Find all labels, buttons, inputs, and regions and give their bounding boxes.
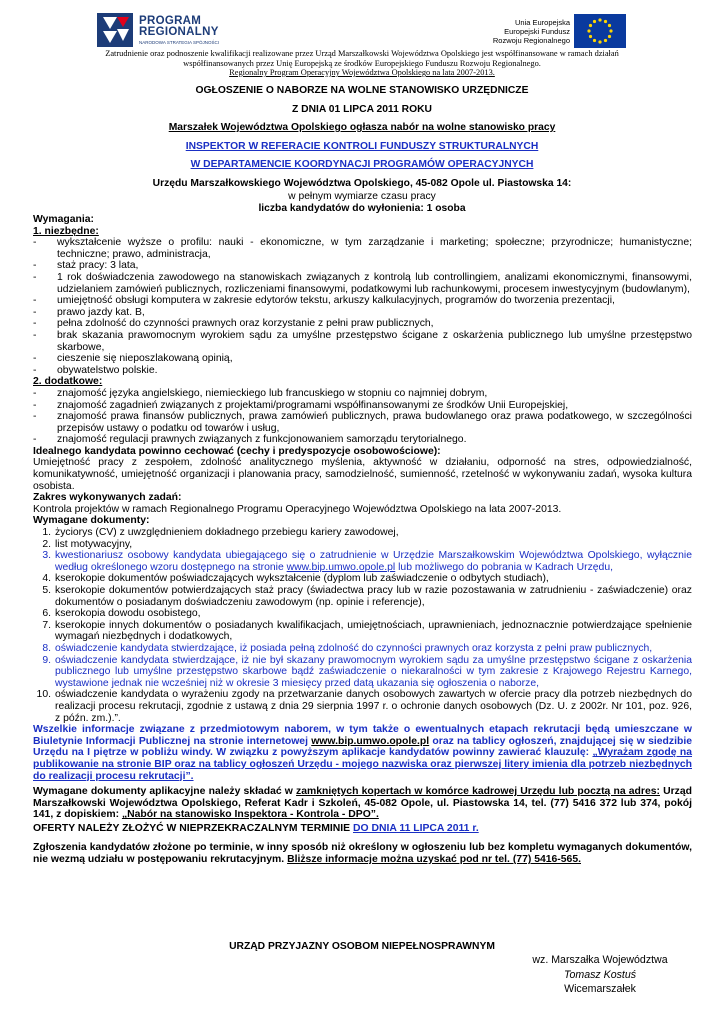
eu-logo bbox=[492, 14, 626, 48]
list-item: - prawo jazdy kat. B, bbox=[33, 306, 145, 318]
signature-title: Wicemarszałek bbox=[564, 983, 636, 995]
list-item: 3. kwestionariusz osobowy kandydata ubiegającego się o zatrudnienie w Urzędzie Marszałkowskim Województwa Opolskiego, wyłącznie według określonego wzoru dostępnego na stronie www.bip.umwo.opole.pl lub możliwego do pobrania w Kadrach Urzędu, bbox=[42, 550, 692, 573]
ideal-text: Umiejętność pracy z zespołem, zdolność analitycznego myślenia, aktywność w działaniu, odporność na stres, odpowiedzialność, komunikatywność, umiejętność organizacji i planowania pracy, samodzielność, sumienność, rzetelność w wykonywaniu zadań, wysoka kultura osobista. bbox=[33, 457, 692, 492]
consent-clause: „Wyrażam zgodę na publikowanie na stronie BIP oraz na tablicy ogłoszeń Urzędu - mojego nazwiska oraz pierwszej litery imienia dla potrzeb niezbędnych do realizacji procesu rekrutacji”. bbox=[33, 747, 693, 782]
list-item: - znajomość prawa finansów publicznych, prawa zamówień publicznych, prawa budowlanego oraz prawa podatkowego, w szczególności przepisów ustawy o podatku od towarów i usług, bbox=[33, 411, 692, 434]
list-item: 2. list motywacyjny, bbox=[42, 538, 133, 550]
title-worktime: w pełnym wymiarze czasu pracy bbox=[288, 191, 436, 202]
list-item: - znajomość języka angielskiego, niemieckiego lub francuskiego w stopniu co najmniej dobrym, bbox=[33, 387, 488, 399]
note-line2: współfinansowanych przez Unię Europejską ze środków Europejskiego Funduszu Rozwoju Regionalnego. bbox=[183, 58, 541, 68]
documents-list bbox=[33, 527, 692, 724]
list-item: - wykształcenie wyższe o profilu: nauki - ekonomiczne, w tym zarządzanie i marketing; społeczne; przyrodnicze; humanistyczne; techniczne; prawo, administracja, bbox=[33, 237, 692, 260]
program-flag-icon bbox=[97, 13, 133, 47]
submit-paragraph: Wymagane dokumenty aplikacyjne należy składać w zamkniętych kopertach w komórce kadrowej Urzędu lub pocztą na adres: Urząd Marszałkowski Województwa Opolskiego, Referat Kadr i Szkoleń, 45-082 Opole, ul. Piastowska 14, tel. (77) 5416 372 lub 374, pokój 141, z dopiskiem: „Nabór na stanowisko Inspektora - Kontrola - DPO”. bbox=[33, 786, 692, 821]
bip-link[interactable]: www.bip.umwo.opole.pl bbox=[286, 561, 396, 573]
cofinancing-note bbox=[68, 49, 656, 78]
list-item: - pełna zdolność do czynności prawnych oraz korzystanie z pełni praw publicznych, bbox=[33, 318, 434, 330]
list-item: 10. oświadczenie kandydata o wyrażeniu zgody na przetwarzanie danych osobowych zawartych w ofercie pracy dla potrzeb niezbędnych do realizacji procesu rekrutacji, zgodnie z ustawą z dnia 29 sierpnia 1997 r. o ochronie danych osobowych (Dz. U. z 2002r. Nr 101, poz. 926, z późn. zm.).”. bbox=[36, 689, 692, 724]
eu-line2: Europejski Fundusz bbox=[504, 27, 570, 36]
additional-list bbox=[33, 388, 692, 446]
deadline-date: DO DNIA 11 LIPCA 2011 r. bbox=[353, 822, 479, 834]
note-line1: Zatrudnienie oraz podnoszenie kwalifikacji realizowane przez Urząd Marszałkowski Województwa Opolskiego jest współfinansowane w ramach działań bbox=[105, 49, 619, 58]
list-item: 8. oświadczenie kandydata stwierdzające, iż posiada pełną zdolność do czynności prawnych oraz korzysta z pełni praw publicznych, bbox=[42, 642, 653, 654]
signature-block bbox=[500, 953, 700, 997]
list-item: - znajomość zagadnień związanych z projektami/programami współfinansowanymi ze środków Unii Europejskiej, bbox=[33, 399, 569, 411]
bip-link-info[interactable]: www.bip.umwo.opole.pl bbox=[311, 735, 430, 747]
list-item: 5. kserokopie dokumentów potwierdzających staż pracy (świadectwa pracy lub w razie pozostawania w zatrudnieniu - zaświadczenie) oraz dokumentów o posiadanym doświadczeniu zawodowym (np. opinie i referencje), bbox=[42, 585, 692, 608]
title-announce: Marszałek Województwa Opolskiego ogłasza nabór na wolne stanowisko pracy bbox=[168, 122, 556, 133]
list-item: - umiejętność obsługi komputera w zakresie edytorów tekstu, arkuszy kalkulacyjnych, programów do tworzenia prezentacji, bbox=[33, 295, 615, 307]
closing-paragraph: Zgłoszenia kandydatów złożone po terminie, w inny sposób niż określony w ogłoszeniu lub bez kompletu wymaganych dokumentów, nie wezmą udziału w postępowaniu rekrutacyjnym. Bliższe informacje można uzyskać pod nr tel. (77) 5416-565. bbox=[33, 842, 692, 866]
tasks-heading: Zakres wykonywanych zadań: bbox=[33, 492, 182, 504]
additional-heading: 2. dodatkowe: bbox=[33, 376, 103, 388]
signature-name: Tomasz Kostuś bbox=[563, 968, 637, 981]
documents-heading: Wymagane dokumenty: bbox=[33, 515, 150, 527]
list-item: 7. kserokopie innych dokumentów o posiadanych kwalifikacjach, umiejętnościach, uprawnieniach, jednoznacznie potwierdzające spełnienie wymagań niezbędnych i dodatkowych, bbox=[42, 619, 692, 643]
title-office: Urzędu Marszałkowskiego Województwa Opolskiego, 45-082 Opole ul. Piastowska 14: bbox=[152, 178, 572, 189]
title-line1: OGŁOSZENIE O NABORZE NA WOLNE STANOWISKO URZĘDNICZE bbox=[195, 85, 529, 96]
friendly-office: URZĄD PRZYJAZNY OSOBOM NIEPEŁNOSPRAWNYM bbox=[229, 941, 495, 952]
necessary-heading: 1. niezbędne: bbox=[33, 225, 99, 237]
title-department: W DEPARTAMENCIE KOORDYNACJI PROGRAMÓW OPERACYJNYCH bbox=[190, 159, 534, 170]
program-regionalny-logo bbox=[97, 13, 227, 49]
list-item: 9. oświadczenie kandydata stwierdzające, iż nie był skazany prawomocnym wyrokiem sądu za umyślne przestępstwo ścigane z oskarżenia publicznego lub umyślne przestępstwo skarbowe bądź zaświadczenie o niekaralności w tym zakresie z Krajowego Rejestru Karnego, wystawione jednak nie wcześniej niż w okresie 3 miesięcy przed datą ukazania się ogłoszenia o naborze, bbox=[42, 654, 692, 689]
logo-sub: NARODOWA STRATEGIA SPÓJNOŚCI bbox=[139, 40, 220, 45]
note-line3: Regionalny Program Operacyjny Województwa Opolskiego na lata 2007-2013. bbox=[229, 68, 495, 77]
logo-line2: REGIONALNY bbox=[139, 26, 219, 38]
eu-line3: Rozwoju Regionalnego bbox=[492, 36, 570, 45]
list-item: 4. kserokopie dokumentów poświadczających wykształcenie (dyplom lub zaświadczenie o odbytych studiach), bbox=[42, 573, 549, 585]
title-position: INSPEKTOR W REFERACIE KONTROLI FUNDUSZY STRUKTURALNYCH bbox=[185, 141, 539, 152]
logo-line1: PROGRAM bbox=[139, 15, 202, 27]
list-item: - staż pracy: 3 lata, bbox=[33, 260, 139, 272]
list-item: - obywatelstwo polskie. bbox=[33, 364, 158, 376]
list-item: - brak skazania prawomocnym wyrokiem sądu za umyślne przestępstwo ścigane z oskarżenia publicznego lub umyślne przestępstwo skarbowe, bbox=[33, 329, 692, 353]
info-paragraph: Wszelkie informacje związane z przedmiotowym naborem, w tym także o ewentualnych etapach rekrutacji będą umieszczane w Biuletynie Informacji Publicznej na stronie internetowej www.bip.umwo.opole.pl oraz na tablicy ogłoszeń, znajdującej się w siedzibie Urzędu na I piętrze w pobliżu windy. W związku z powyższym aplikacje kandydatów powinny zawierać klauzulę: „Wyrażam zgodę na publikowanie na stronie BIP oraz na tablicy ogłoszeń Urzędu - mojego nazwiska oraz pierwszej litery imienia dla potrzeb niezbędnych do realizacji procesu rekrutacji”. bbox=[33, 724, 693, 782]
document-header bbox=[0, 0, 724, 82]
necessary-list bbox=[33, 237, 692, 376]
title-date: Z DNIA 01 LIPCA 2011 ROKU bbox=[292, 104, 432, 115]
eu-line1: Unia Europejska bbox=[514, 18, 570, 27]
announcement-body bbox=[33, 214, 692, 866]
eu-flag-icon bbox=[574, 14, 626, 48]
tasks-text: Kontrola projektów w ramach Regionalnego Programu Operacyjnego Województwa Opolskiego na lata 2007-2013. bbox=[33, 503, 562, 515]
deadline-line: OFERTY NALEŻY ZŁOŻYĆ W NIEPRZEKRACZALNYM TERMINIE DO DNIA 11 LIPCA 2011 r. bbox=[33, 822, 479, 834]
list-item: - cieszenie się nieposzlakowaną opinią, bbox=[33, 353, 233, 365]
list-item: - 1 rok doświadczenia zawodowego na stanowiskach związanych z kontrolą lub controllingiem, analizami ekonomicznymi, finansowymi, udzielaniem zamówień publicznych, rozliczeniami finansowymi, podatkowymi lub rachunkowymi, procesem inwestycyjnym (budowlanym), bbox=[33, 271, 692, 295]
requirements-heading: Wymagania: bbox=[33, 214, 95, 225]
title-candidates: liczba kandydatów do wyłonienia: 1 osoba bbox=[258, 203, 466, 214]
list-item: - znajomość regulacji prawnych związanych z funkcjonowaniem samorządu terytorialnego. bbox=[33, 434, 467, 446]
signature-line1: wz. Marszałka Województwa bbox=[532, 954, 668, 966]
list-item: 6. kserokopia dowodu osobistego, bbox=[42, 608, 201, 620]
ideal-heading: Idealnego kandydata powinno cechować (cechy i predyspozycje osobowościowe): bbox=[33, 445, 441, 457]
list-item: 1. życiorys (CV) z uwzględnieniem dokładnego przebiegu kariery zawodowej, bbox=[42, 527, 399, 539]
